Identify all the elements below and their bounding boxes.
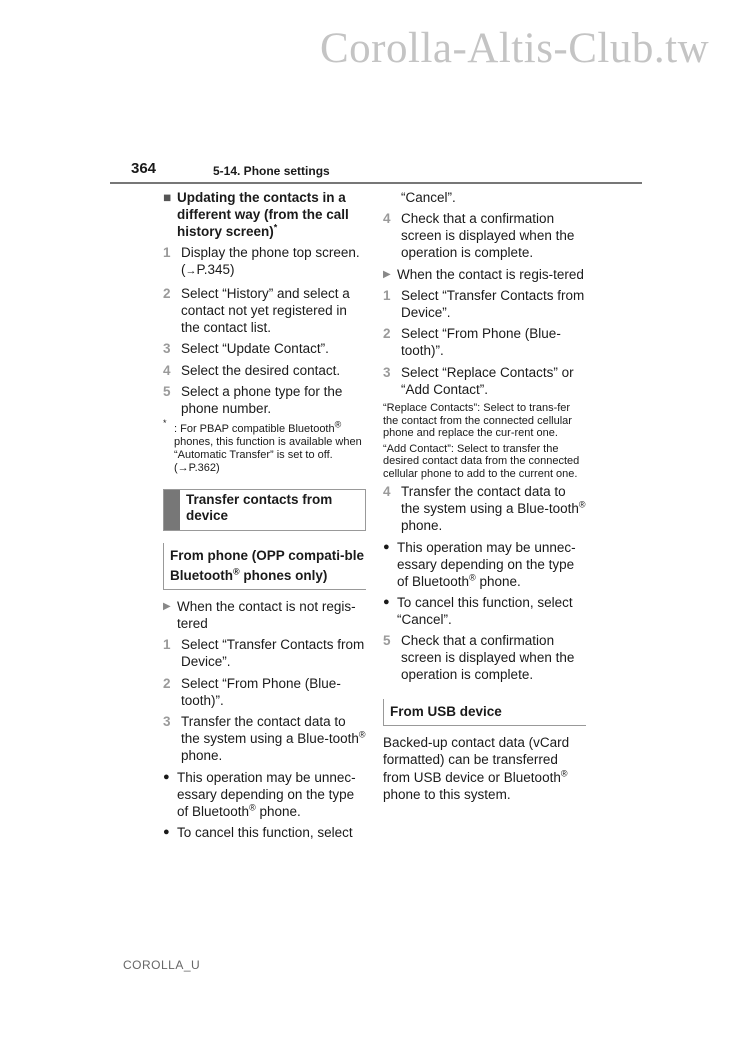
- step-text: Select “Replace Contacts” or “Add Contact”.: [401, 364, 574, 397]
- footnote-star: *: [163, 418, 167, 428]
- step-number: 1: [163, 637, 171, 652]
- step-text: Check that a confirmation screen is displayed when the operation is complete.: [401, 632, 575, 682]
- triangle-right-icon: ▶: [163, 601, 171, 612]
- condition-text: When the contact is not regis-tered: [177, 599, 356, 631]
- footnote-text-cont: phones, this function is available when “Automatic Transfer” is set to off. (: [174, 436, 362, 474]
- step-number: 4: [383, 211, 391, 226]
- paragraph-text: Backed-up contact data (vCard formatted) can be transferred from USB device or Bluetooth: [383, 734, 570, 785]
- watermark: Corolla-Altis-Club.tw: [320, 25, 710, 72]
- step-text: Select “Transfer Contacts from Device”.: [181, 637, 365, 669]
- step: [383, 325, 586, 359]
- registered-mark: ®: [334, 419, 342, 430]
- page-number: 364: [131, 160, 157, 177]
- step-text-cont: phone.: [401, 518, 443, 533]
- step: [383, 483, 586, 534]
- step: [163, 636, 366, 670]
- bullet-text: This operation may be unnec-essary depending on the type of Bluetooth: [177, 769, 356, 819]
- step-number: 4: [163, 362, 171, 378]
- bullet-dot-icon: ●: [383, 540, 390, 553]
- bullet-text-cont: phone.: [475, 573, 521, 589]
- subheading-update-contacts: [163, 189, 366, 240]
- step-number: 3: [163, 341, 171, 356]
- bullet-item: [383, 594, 586, 628]
- step-number: 5: [163, 384, 171, 399]
- usb-paragraph: [383, 734, 586, 804]
- section-box-bar: [164, 490, 180, 530]
- condition-not-registered: [163, 598, 366, 632]
- step-text: Select “Update Contact”.: [181, 341, 329, 356]
- step-text: Select the desired contact.: [181, 362, 341, 378]
- bullet-text: This operation may be unnec-essary depending on the type of Bluetooth: [397, 539, 576, 589]
- bullet-dot-icon: ●: [163, 825, 170, 838]
- step-text: Check that a confirmation screen is displayed when the operation is complete.: [401, 211, 575, 260]
- subhead-from-phone: [163, 543, 366, 590]
- header-rule: [110, 182, 642, 184]
- note-add-contact: “Add Contact”: Select to transfer the desired contact data from the connected cellular phone to add to the current one.: [383, 442, 580, 480]
- step-number: 2: [163, 675, 171, 691]
- step-number: 2: [383, 326, 391, 341]
- triangle-right-icon: ▶: [383, 268, 391, 280]
- step: [163, 362, 366, 379]
- step: [163, 244, 366, 280]
- bullet-text: To cancel this function, select “Cancel”.: [397, 594, 573, 627]
- step-number: 2: [163, 285, 171, 301]
- registered-mark: ®: [358, 729, 366, 740]
- footnote: [163, 418, 366, 475]
- footnote-mark: *: [273, 222, 278, 233]
- step: [383, 210, 586, 261]
- step: [383, 287, 586, 321]
- step-text-cont: phone.: [181, 748, 223, 763]
- registered-mark: ®: [469, 572, 476, 582]
- left-column: [163, 189, 366, 845]
- arrow-right-icon: →: [185, 265, 197, 277]
- bullet-dot-icon: ●: [163, 770, 170, 783]
- square-bullet-icon: ■: [163, 190, 172, 205]
- step-number: 3: [163, 714, 171, 729]
- section-box-title: Transfer contacts from device: [186, 492, 333, 523]
- step: [383, 632, 586, 683]
- right-column: [383, 189, 586, 804]
- subhead-text: From phone (OPP compati-ble Bluetooth: [170, 548, 365, 583]
- bullet-text: To cancel this function, select: [177, 824, 353, 840]
- step-number: 3: [383, 364, 391, 380]
- step-text: Transfer the contact data to the system using a Blue-tooth: [401, 484, 579, 516]
- registered-mark: ®: [578, 499, 586, 510]
- registered-mark: ®: [560, 768, 568, 778]
- step-number: 5: [383, 632, 391, 648]
- page-reference: P.345): [196, 262, 235, 277]
- step-text: Select “Transfer Contacts from Device”.: [401, 287, 585, 320]
- step-text: Select “From Phone (Blue-tooth)”.: [181, 675, 341, 708]
- step: [163, 383, 366, 417]
- bullet-item: [163, 824, 366, 841]
- footnote-text: : For PBAP compatible Bluetooth: [174, 423, 335, 435]
- section-title: 5-14. Phone settings: [213, 164, 330, 178]
- step: [163, 713, 366, 764]
- bullet-text-cont: phone.: [255, 803, 301, 819]
- registered-mark: ®: [233, 566, 240, 577]
- footer-model-code: COROLLA_U: [123, 958, 201, 972]
- bullet-item: [383, 539, 586, 590]
- step-number: 1: [163, 245, 171, 260]
- bullet-item: [163, 769, 366, 820]
- step-text: Select “History” and select a contact not yet registered in the contact list.: [181, 285, 350, 335]
- condition-text: When the contact is regis-tered: [397, 266, 584, 282]
- registered-mark: ®: [249, 802, 256, 812]
- step-text: Transfer the contact data to the system using a Blue-tooth: [181, 714, 359, 746]
- condition-registered: [383, 266, 586, 283]
- step: [163, 285, 366, 336]
- subheading-text: Updating the contacts in a different way (from the call history screen): [177, 190, 349, 239]
- step: [163, 675, 366, 709]
- subhead-from-usb: From USB device: [383, 699, 586, 726]
- step-text: Display the phone top screen. (: [181, 245, 360, 277]
- step: [163, 340, 366, 357]
- arrow-right-icon: →: [177, 462, 189, 474]
- page-reference: P.362): [188, 462, 220, 474]
- section-box-transfer-contacts: [163, 489, 366, 531]
- step: [383, 364, 586, 398]
- step-text: Select “From Phone (Blue-tooth)”.: [401, 326, 561, 358]
- note-replace-contacts: “Replace Contacts”: Select to trans-fer the contact from the connected cellular phone and replace the cur-rent one.: [383, 402, 572, 439]
- step-text: Select a phone type for the phone number.: [181, 384, 343, 416]
- step-number: 1: [383, 287, 391, 303]
- subhead-text-cont: phones only): [239, 568, 328, 583]
- paragraph-text-cont: phone to this system.: [383, 787, 511, 802]
- bullet-dot-icon: ●: [383, 595, 390, 608]
- step-number: 4: [383, 484, 391, 499]
- continued-text: “Cancel”.: [401, 190, 456, 205]
